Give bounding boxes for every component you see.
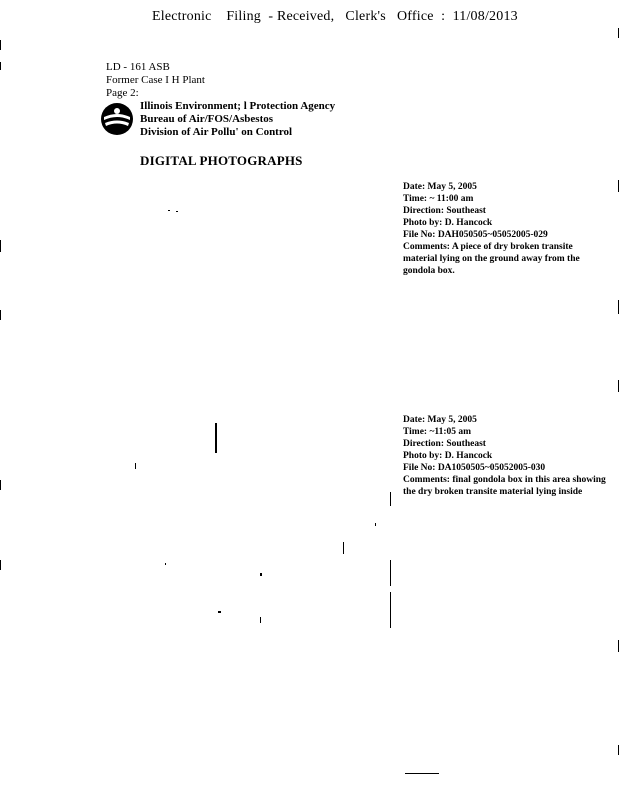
page-edge-mark — [618, 28, 619, 38]
document-id: LD - 161 ASB — [106, 61, 170, 73]
scan-artifact — [218, 611, 221, 613]
page-number: Page 2: — [106, 87, 139, 99]
caption-file-number: File No: DAH050505~05052005-029 — [403, 230, 548, 240]
scan-artifact — [260, 573, 262, 576]
scan-artifact — [135, 463, 136, 469]
site-name: Former Case I H Plant — [106, 74, 205, 86]
page-edge-mark — [618, 380, 619, 392]
division-name: Division of Air Pollu' on Control — [140, 126, 293, 138]
scan-artifact — [260, 617, 261, 623]
scan-artifact — [168, 210, 170, 211]
caption-photographer: Photo by: D. Hancock — [403, 218, 493, 228]
page-edge-mark — [0, 62, 1, 70]
page-edge-mark — [0, 40, 1, 50]
photo-caption-1 — [403, 181, 608, 277]
caption-direction: Direction: Southeast — [403, 206, 486, 216]
scan-artifact — [343, 542, 344, 554]
caption-photographer: Photo by: D. Hancock — [403, 451, 493, 461]
page-edge-mark — [0, 480, 1, 490]
scan-artifact — [375, 523, 376, 526]
scan-artifact — [390, 560, 391, 586]
scan-artifact — [390, 592, 391, 628]
page-edge-mark — [618, 300, 619, 314]
caption-time: Time: ~11:05 am — [403, 427, 472, 437]
scan-artifact — [390, 492, 391, 506]
page-edge-mark — [618, 640, 619, 652]
scan-artifact — [165, 563, 166, 565]
caption-time: Time: ~ 11:00 am — [403, 194, 474, 204]
page-edge-mark — [0, 560, 1, 570]
caption-direction: Direction: Southeast — [403, 439, 486, 449]
caption-comments: Comments: A piece of dry broken transite material lying on the ground away from the gondola box. — [403, 242, 580, 276]
bureau-name: Bureau of Air/FOS/Asbestos — [140, 113, 274, 125]
filing-stamp: Electronic Filing - Received, Clerk's Office : 11/08/2013 — [152, 9, 518, 24]
page-edge-mark — [0, 310, 1, 320]
agency-seal-icon — [100, 102, 134, 136]
caption-date: Date: May 5, 2005 — [403, 415, 477, 425]
photo-caption-2 — [403, 414, 608, 498]
caption-comments: Comments: final gondola box in this area showing the dry broken transite material lying inside — [403, 475, 606, 497]
agency-name: Illinois Environment; l Protection Agency — [140, 100, 336, 112]
scan-artifact — [405, 773, 439, 774]
caption-date: Date: May 5, 2005 — [403, 182, 477, 192]
scan-artifact — [215, 423, 217, 453]
page-title: DIGITAL PHOTOGRAPHS — [140, 153, 303, 168]
page-edge-mark — [618, 180, 619, 192]
scan-artifact — [176, 211, 178, 212]
caption-file-number: File No: DA1050505~05052005-030 — [403, 463, 546, 473]
page-edge-mark — [0, 240, 1, 252]
page-edge-mark — [618, 745, 619, 755]
